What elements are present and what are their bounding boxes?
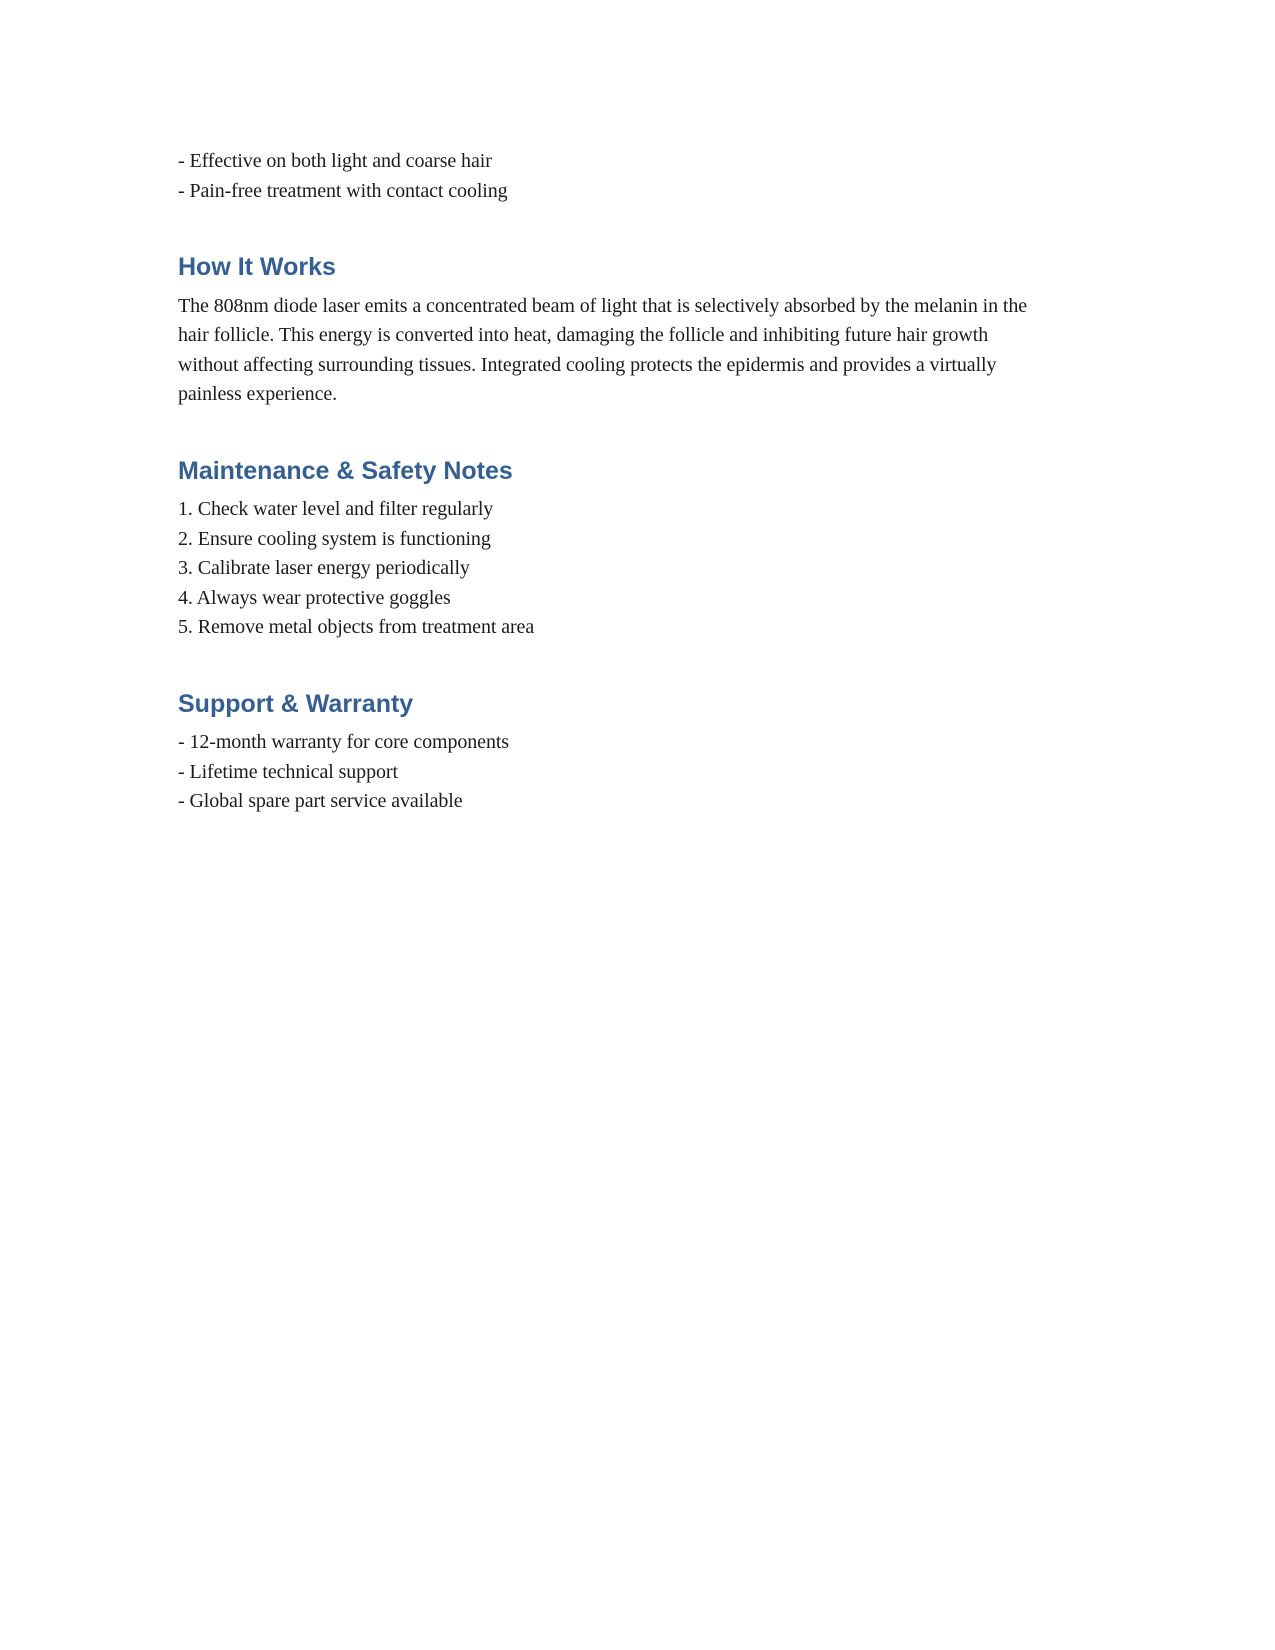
- intro-bullet-line: - Effective on both light and coarse hair: [178, 150, 492, 172]
- dash-list: [178, 728, 1105, 817]
- list-item: - 12-month warranty for core components: [178, 731, 509, 753]
- section-heading: Support & Warranty: [178, 689, 414, 718]
- intro-bullet-line: - Pain-free treatment with contact cooling: [178, 179, 508, 202]
- numbered-list: [178, 495, 1105, 643]
- list-item: - Global spare part service available: [178, 790, 463, 812]
- list-item: 5. Remove metal objects from treatment area: [178, 616, 535, 638]
- list-item: 3. Calibrate laser energy periodically: [178, 557, 470, 579]
- section-how-it-works: [178, 253, 1105, 410]
- list-item: 4. Always wear protective goggles: [178, 586, 451, 609]
- intro-bullets: [178, 147, 1105, 206]
- section-body-paragraph: The 808nm diode laser emits a concentrated beam of light that is selectively absorbed by the melanin in the hair follicle. This energy is converted into heat, damaging the follicle and inhibiting future hair growth without affecting surrounding tissues. Integrated cooling protects the epidermis and provides a virtually painless experience.: [178, 294, 1028, 405]
- list-item: 1. Check water level and filter regularly: [178, 498, 494, 520]
- section-support-warranty: [178, 690, 1105, 817]
- list-item: 2. Ensure cooling system is functioning: [178, 527, 491, 550]
- section-maintenance-safety-notes: [178, 457, 1105, 643]
- list-item: - Lifetime technical support: [178, 760, 398, 783]
- section-heading: How It Works: [178, 253, 336, 281]
- section-heading: Maintenance & Safety Notes: [178, 456, 513, 485]
